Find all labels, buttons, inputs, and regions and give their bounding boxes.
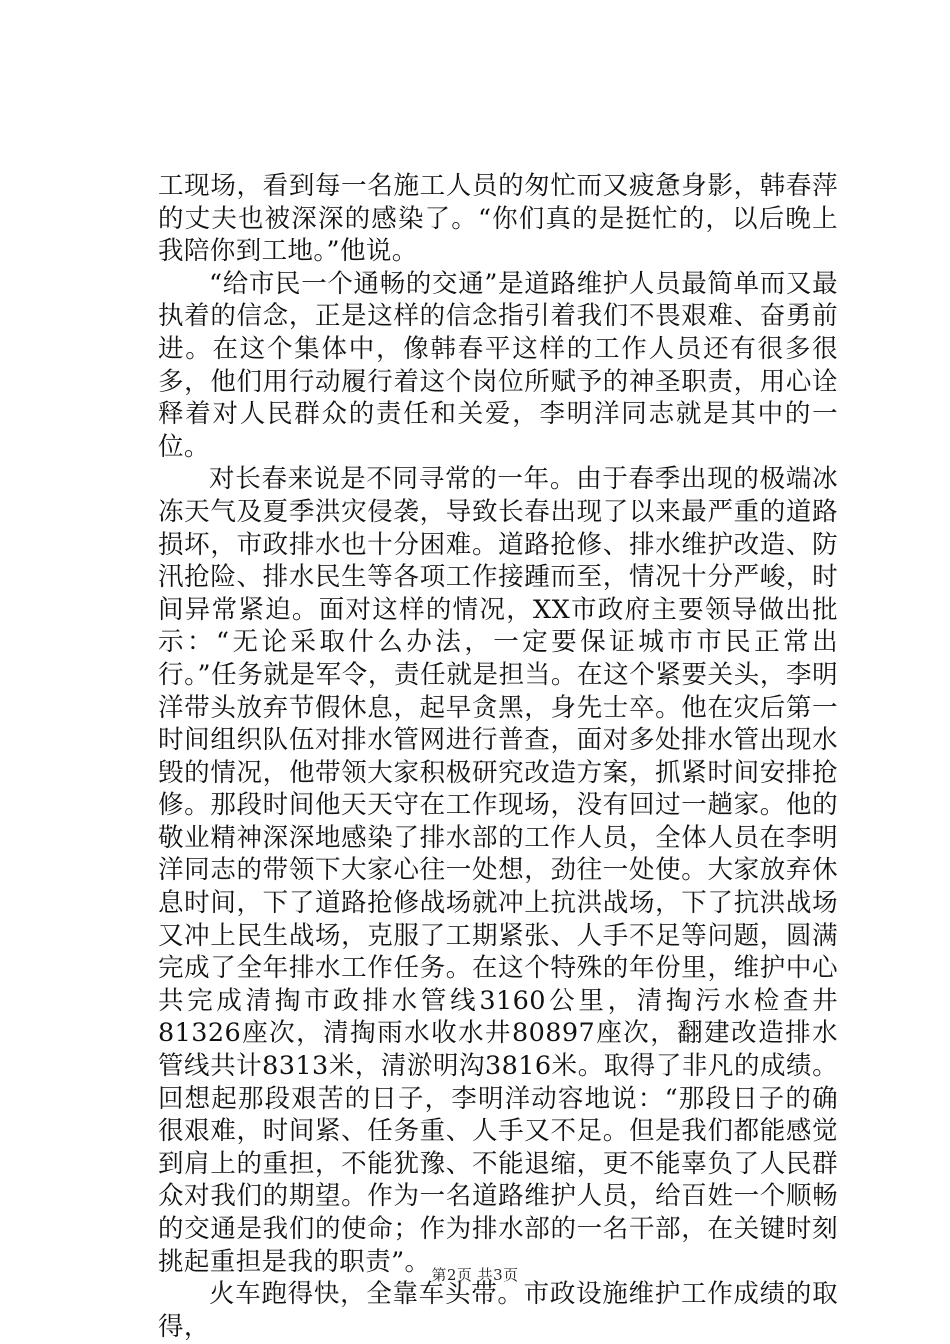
- paragraph-train-lead: 火车跑得快，全靠车头带。市政设施维护工作成绩的取得，: [158, 1279, 838, 1342]
- document-body: [158, 170, 838, 1343]
- page-footer: 第2页 共3页: [431, 1266, 519, 1284]
- paragraph-changchun-year: 对长春来说是不同寻常的一年。由于春季出现的极端冰冻天气及夏季洪灾侵袭，导致长春出现了以来最严重的道路损坏，市政排水也十分困难。道路抢修、排水维护改造、防汛抢险、排水民生等各项工作接踵而至，情况十分严峻，时间异常紧迫。面对这样的情况，XX市政府主要领导做出批示：“无论采取什么办法，一定要保证城市市民正常出行。”任务就是军令，责任就是担当。在这个紧要关头，李明洋带头放弃节假休息，起早贪黑，身先士卒。他在灾后第一时间组织队伍对排水管网进行普查，面对多处排水管出现水毁的情况，他带领大家积极研究改造方案，抓紧时间安排抢修。那段时间他天天守在工作现场，没有回过一趟家。他的敬业精神深深地感染了排水部的工作人员，全体人员在李明洋同志的带领下大家心往一处想，劲往一处使。大家放弃休息时间，下了道路抢修战场就冲上抗洪战场，下了抗洪战场又冲上民生战场，克服了工期紧张、人手不足等问题，圆满完成了全年排水工作任务。在这个特殊的年份里，维护中心共完成清掏市政排水管线3160公里，清掏污水检查井81326座次，清掏雨水收水井80897座次，翻建改造排水管线共计8313米，清淤明沟3816米。取得了非凡的成绩。回想起那段艰苦的日子，李明洋动容地说：“那段日子的确很艰难，时间紧、任务重、人手又不足。但是我们都能感觉到肩上的重担，不能犹豫、不能退缩，更不能辜负了人民群众对我们的期望。作为一名道路维护人员，给百姓一个顺畅的交通是我们的使命；作为排水部的一名干部，在关键时刻挑起重担是我的职责”。: [158, 464, 838, 1277]
- paragraph-traffic-belief: “给市民一个通畅的交通”是道路维护人员最简单而又最执着的信念，正是这样的信念指引着我们不畏艰难、奋勇前进。在这个集体中，像韩春平这样的工作人员还有很多很多，他们用行动履行着这个岗位所赋予的神圣职责，用心诠释着对人民群众的责任和关爱，李明洋同志就是其中的一位。: [158, 268, 838, 462]
- paragraph-continued: 工现场，看到每一名施工人员的匆忙而又疲惫身影，韩春萍的丈夫也被深深的感染了。“你们真的是挺忙的，以后晚上我陪你到工地。”他说。: [158, 171, 838, 267]
